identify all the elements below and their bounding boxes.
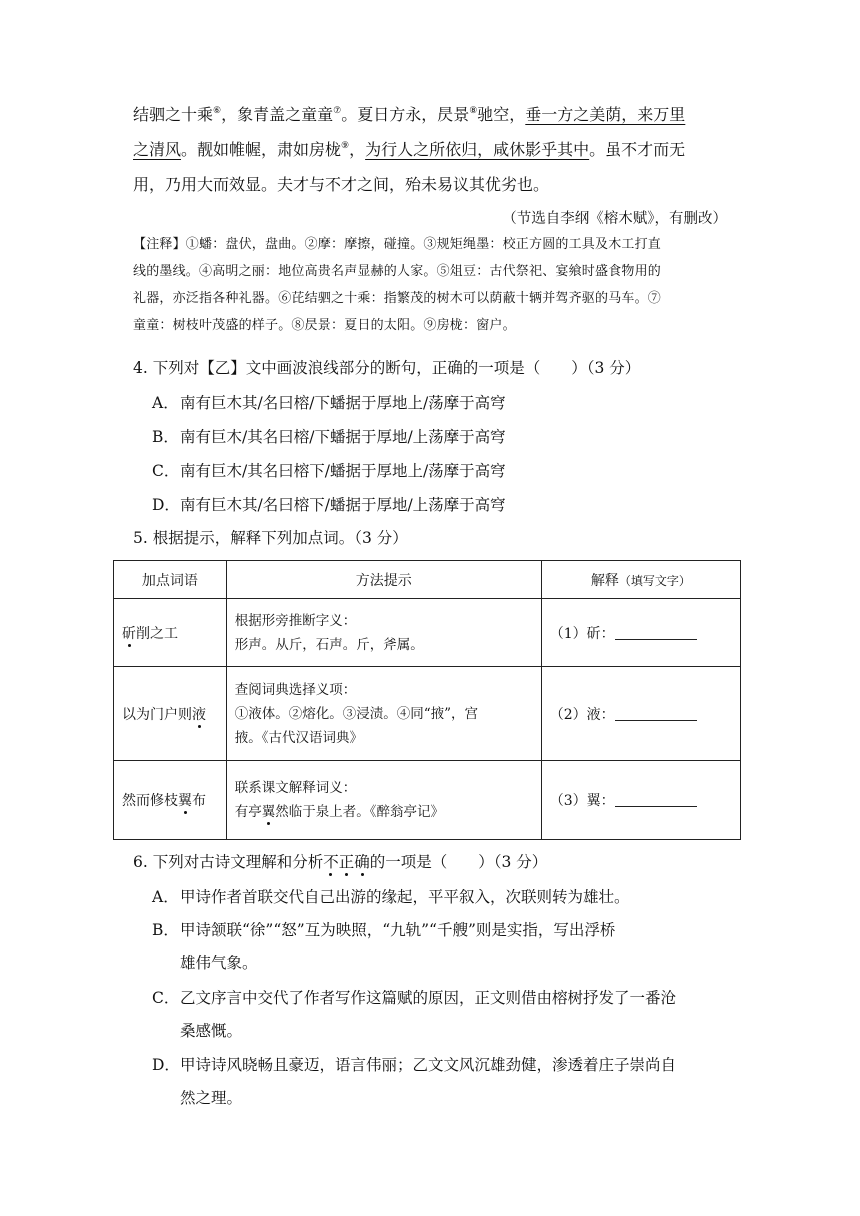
notes-line-4: 童童：树枝叶茂盛的样子。⑧昃景：夏日的太阳。⑨房栊：窗户。 [133,318,516,333]
underlined-phrase: 垂一方之美荫，来万里 [525,105,686,124]
passage-line-2: 之清风。靓如帷幄，肃如房栊⑨，为行人之所依归，咸休影乎其中。虽不才而无 [133,140,686,159]
question-6-stem: 6. 下列对古诗文理解和分析不正确的一项是（ ）（3 分） [133,853,548,871]
passage-source: （节选自李纲《榕木赋》，有删改） [502,211,727,227]
answer-cell[interactable]: （2）液： [541,667,740,761]
q4-option-a[interactable]: A．南有巨木其/名曰榕/下蟠据于厚地上/荡摩于高穹 [152,394,506,412]
passage-line-1: 结驷之十乘⑥，象青盖之童童⑦。夏日方永，昃景⑧驰空，垂一方之美荫，来万里 [133,105,686,124]
answer-cell[interactable]: （1）斫： [541,599,740,667]
table-row [114,761,741,840]
q6-option-c-cont: 桑感慨。 [180,1022,243,1040]
notes-line-1: 【注释】①蟠：盘伏，盘曲。②摩：摩擦，碰撞。③规矩绳墨：校正方圆的工具及木工打直 [133,237,662,252]
notes-line-2: 线的墨线。④高明之丽：地位高贵名声显赫的人家。⑤俎豆：古代祭祀、宴飨时盛食物用的 [133,264,662,279]
q6-option-d-cont: 然之理。 [180,1089,243,1107]
hint-cell: 查阅词典选择义项： ①液体。②熔化。③浸渍。④同“掖”，宫 掖。《古代汉语词典》 [226,667,541,761]
answer-blank [615,792,697,807]
question-4-stem: 4. 下列对【乙】文中画波浪线部分的断句，正确的一项是（ ）（3 分） [133,359,641,377]
answer-blank [615,706,697,721]
answer-blank [615,625,697,640]
table-row [114,599,741,667]
word-cell: 以为门户则液 [114,667,227,761]
passage-line-3: 用，乃用大而效显。夫才与不才之间，殆未易议其优劣也。 [133,175,550,194]
q6-option-a[interactable]: A．甲诗作者首联交代自己出游的缘起，平平叙入，次联则转为雄壮。 [152,888,630,906]
q4-option-d[interactable]: D．南有巨木其/名曰榕下/蟠据于厚地/上荡摩于高穹 [152,496,506,514]
q6-option-b-cont: 雄伟气象。 [180,954,258,972]
notes-line-3: 礼器，亦泛指各种礼器。⑥芘结驷之十乘：指繁茂的树木可以荫蔽十辆并驾齐驱的马车。⑦ [133,291,662,306]
question-5-stem: 5. 根据提示，解释下列加点词。（3 分） [133,529,408,547]
header-hint: 方法提示 [226,561,541,599]
q4-option-b[interactable]: B．南有巨木/其名曰榕/下蟠据于厚地/上荡摩于高穹 [152,428,506,446]
q6-option-b[interactable]: B．甲诗颔联“徐”“怒”互为映照，“九轨”“千艘”则是实指，写出浮桥 [152,921,616,939]
hint-cell: 联系课文解释词义： 有亭翼然临于泉上者。《醉翁亭记》 [226,761,541,840]
answer-cell[interactable]: （3）翼： [541,761,740,840]
underlined-phrase: 之清风 [133,140,182,159]
q6-option-d[interactable]: D．甲诗诗风晓畅且豪迈，语言伟丽；乙文文风沉雄劲健，渗透着庄子崇尚自 [152,1056,677,1074]
table-row [114,667,741,761]
q4-option-c[interactable]: C．南有巨木/其名曰榕下/蟠据于厚地上/荡摩于高穹 [152,462,506,480]
underlined-phrase: 为行人之所依归，咸休影乎其中 [365,140,590,159]
q6-option-c[interactable]: C．乙文序言中交代了作者写作这篇赋的原因，正文则借由榕树抒发了一番沧 [152,989,677,1007]
word-cell: 斫削之工 [114,599,227,667]
hint-cell: 根据形旁推断字义： 形声。从斤，石声。斤，斧属。 [226,599,541,667]
q5-table [113,560,741,840]
word-cell: 然而修枝翼布 [114,761,227,840]
header-word: 加点词语 [114,561,227,599]
header-answer: 解释（填写文字） [541,561,740,599]
